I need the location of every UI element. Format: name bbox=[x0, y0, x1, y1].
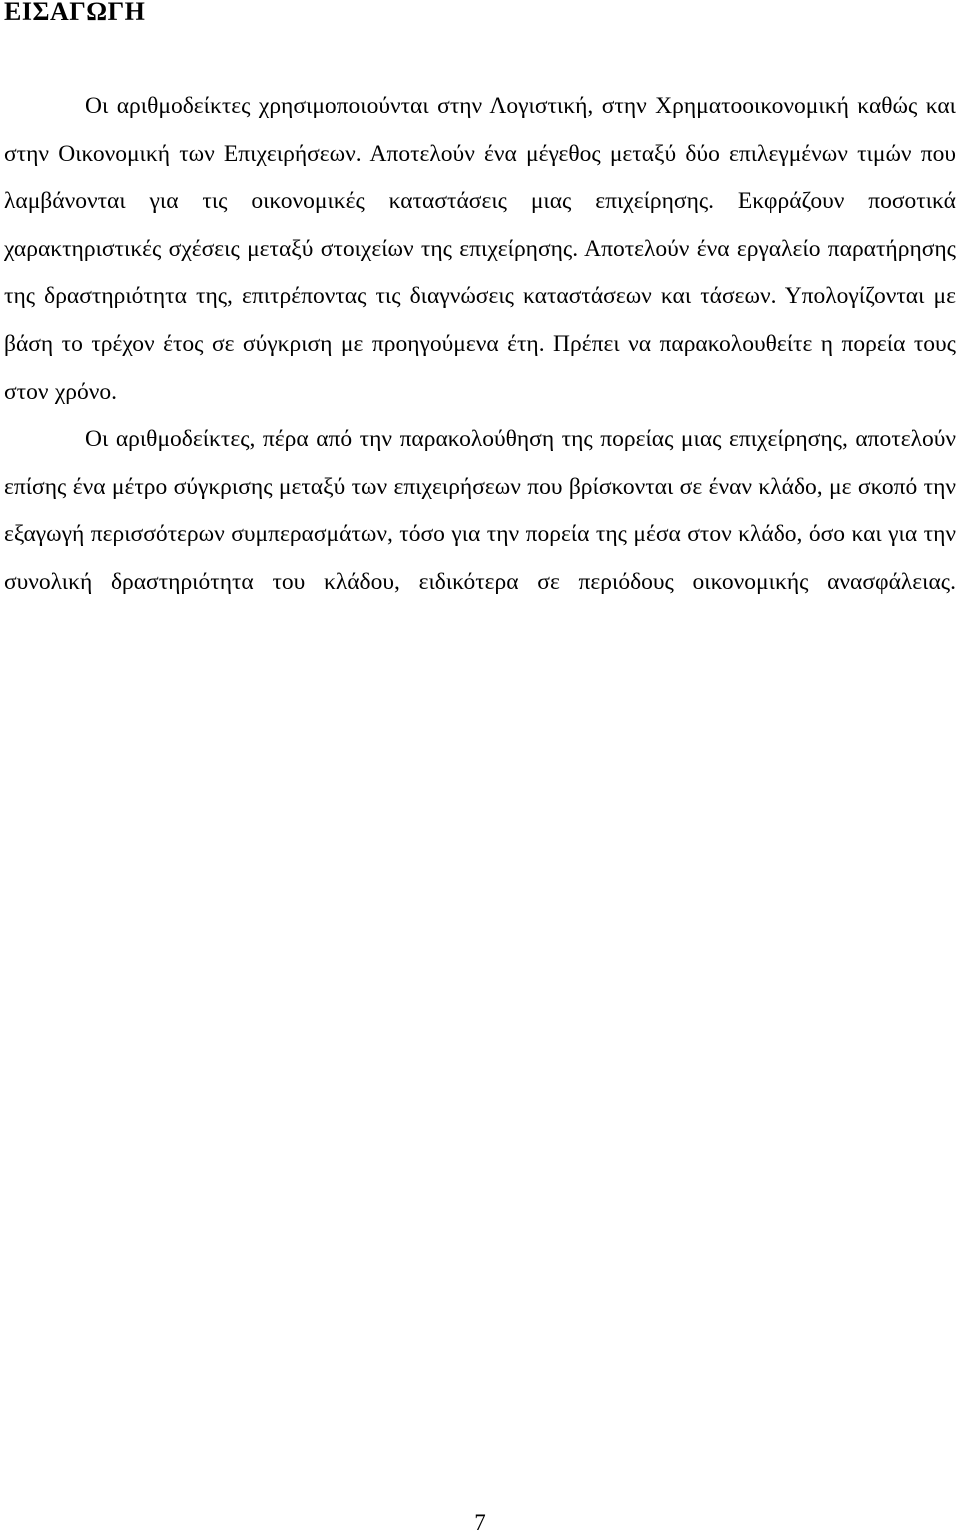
page-number: 7 bbox=[474, 1510, 486, 1535]
paragraph-2: Οι αριθμοδείκτες, πέρα από την παρακολούθηση της πορείας μιας επιχείρησης, αποτελούν επίσης ένα μέτρο σύγκρισης μεταξύ των επιχειρήσεων που βρίσκονται σε έναν κλάδο, με σκοπό την εξαγωγή περισσότερων συμπερασμάτων, τόσο για την πορεία της μέσα στον κλάδο, όσο και για την συνολική δραστηριότητα του κλάδου, ειδικότερα σε περιόδους οικονομικής ανασφάλειας. bbox=[4, 426, 956, 595]
document-body bbox=[4, 83, 956, 607]
paragraph-1: Οι αριθμοδείκτες χρησιμοποιούνται στην Λογιστική, στην Χρηματοοικονομική καθώς και στην Οικονομική των Επιχειρήσεων. Αποτελούν ένα μέγεθος μεταξύ δύο επιλεγμένων τιμών που λαμβάνονται για τις οικονομικές καταστάσεις μιας επιχείρησης. Εκφράζουν ποσοτικά χαρακτηριστικές σχέσεις μεταξύ στοιχείων της επιχείρησης. Αποτελούν ένα εργαλείο παρατήρησης της δραστηριότητα της, επιτρέποντας τις διαγνώσεις καταστάσεων και τάσεων. Υπολογίζονται με βάση το τρέχον έτος σε σύγκριση με προηγούμενα έτη. Πρέπει να παρακολουθείτε η πορεία τους στον χρόνο. bbox=[4, 93, 956, 405]
page-title: ΕΙΣΑΓΩΓΗ bbox=[4, 0, 146, 26]
